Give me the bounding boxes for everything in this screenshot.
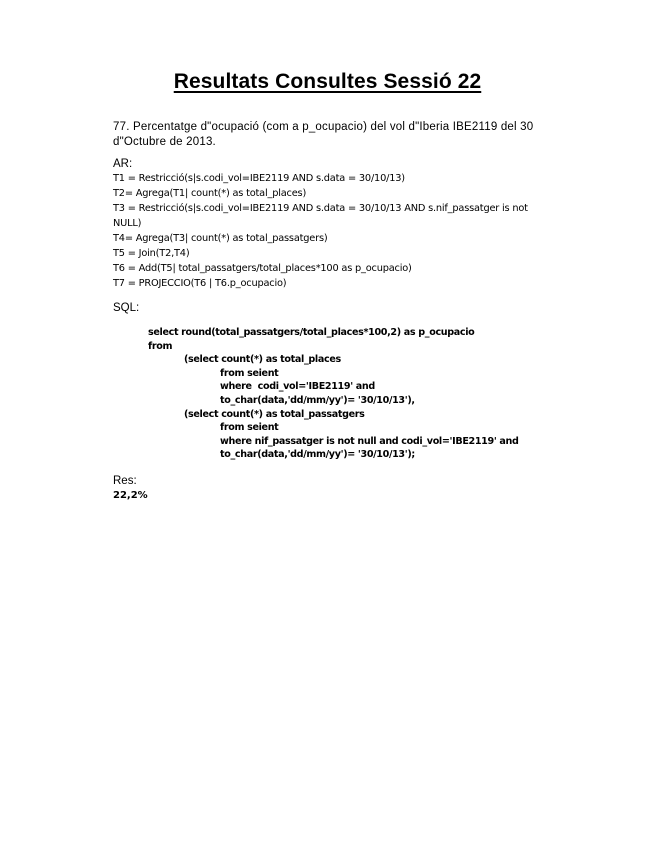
- sql-line: (select count(*) as total_places: [184, 354, 341, 366]
- sql-line: where codi_vol='IBE2119' and: [220, 381, 375, 393]
- ar-line: T6 = Add(T5| total_passatgers/total_places*100 as p_ocupacio): [113, 263, 412, 274]
- result-value: 22,2%: [113, 490, 148, 501]
- sql-line: from seient: [220, 367, 279, 379]
- question-text: 77. Percentatge d"ocupació (com a p_ocupacio) del vol d"Iberia IBE2119 del 30 d"Octubre de 2013.: [113, 121, 534, 148]
- sql-label: SQL:: [113, 302, 140, 314]
- ar-line: T4= Agrega(T3| count(*) as total_passatgers): [113, 233, 328, 244]
- ar-line: T1 = Restricció(s|s.codi_vol=IBE2119 AND s.data = 30/10/13): [113, 173, 405, 184]
- sql-line: select round(total_passatgers/total_places*100,2) as p_ocupacio: [148, 327, 475, 338]
- ar-line: T7 = PROJECCIO(T6 | T6.p_ocupacio): [113, 278, 287, 289]
- ar-line: T2= Agrega(T1| count(*) as total_places): [113, 188, 307, 199]
- document-title: Resultats Consultes Sessió 22: [173, 70, 482, 93]
- sql-line: from seient: [220, 422, 279, 434]
- sql-line: where nif_passatger is not null and codi_vol='IBE2119' and: [220, 435, 519, 447]
- sql-line: from: [148, 340, 173, 352]
- sql-line: to_char(data,'dd/mm/yy')= '30/10/13'),: [220, 394, 415, 406]
- sql-line: (select count(*) as total_passatgers: [184, 408, 365, 420]
- ar-line: T5 = Join(T2,T4): [113, 248, 190, 259]
- result-label: Res:: [113, 475, 137, 487]
- ar-block: [113, 171, 553, 291]
- sql-line: to_char(data,'dd/mm/yy')= '30/10/13');: [220, 449, 415, 461]
- ar-line: T3 = Restricció(s|s.codi_vol=IBE2119 AND s.data = 30/10/13 AND s.nif_passatger is not NULL): [113, 203, 531, 229]
- ar-label: AR:: [113, 158, 133, 170]
- sql-block: [113, 326, 553, 462]
